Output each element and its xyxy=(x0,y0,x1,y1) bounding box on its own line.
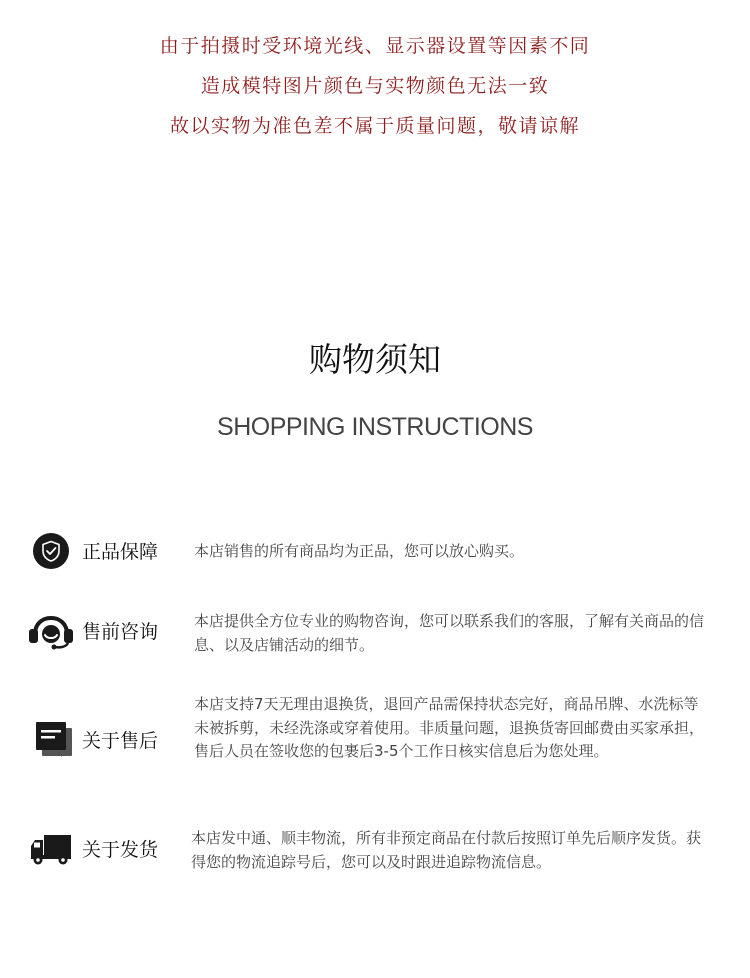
row-description: 本店销售的所有商品均为正品，您可以放心购买。 xyxy=(194,542,525,560)
notice-line-2: 造成模特图片颜色与实物颜色无法一致 xyxy=(200,75,550,97)
row-label: 售前咨询 xyxy=(82,621,159,643)
delivery-truck-icon xyxy=(30,832,80,876)
row-description: 本店支持7天无理由退换货，退回产品需保持状态完好，商品吊牌、水洗标等未被拆剪，未经洗涤或穿着使用。非质量问题，退换货寄回邮费由买家承担，售后人员在签收您的包裹后3-5个工作日核实信息后为您处理。 xyxy=(194,695,705,760)
section-subtitle: SHOPPING INSTRUCTIONS xyxy=(217,413,533,441)
row-label: 关于发货 xyxy=(82,839,159,861)
document-icon xyxy=(34,720,84,764)
row-label: 关于售后 xyxy=(82,730,159,752)
shield-check-icon xyxy=(32,532,82,576)
section-title: 购物须知 xyxy=(309,340,441,379)
notice-line-1: 由于拍摄时受环境光线、显示器设置等因素不同 xyxy=(159,35,591,57)
row-description: 本店提供全方位专业的购物咨询，您可以联系我们的客服，了解有关商品的信息、以及店铺活动的细节。 xyxy=(194,612,705,654)
notice-line-3: 故以实物为准色差不属于质量问题，敬请谅解 xyxy=(169,115,580,137)
row-description: 本店发中通、顺丰物流，所有非预定商品在付款后按照订单先后顺序发货。获得您的物流追踪号后，您可以及时跟进追踪物流信息。 xyxy=(191,829,702,871)
row-label: 正品保障 xyxy=(82,541,159,563)
headset-icon xyxy=(28,614,78,658)
